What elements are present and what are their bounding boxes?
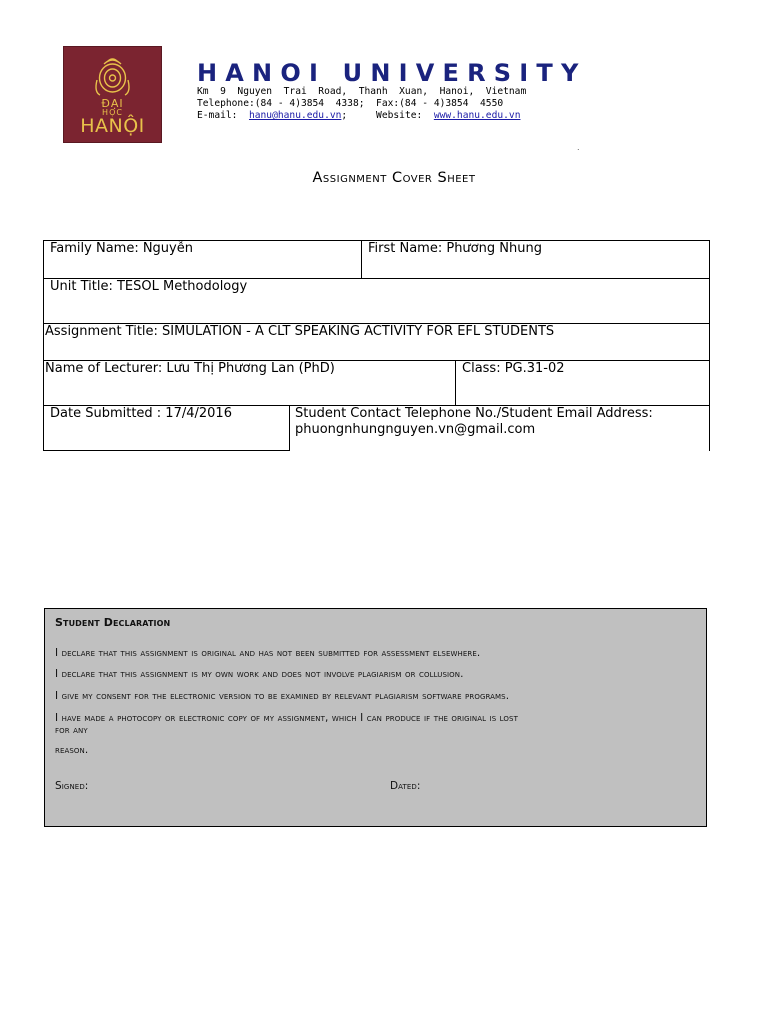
logo-text-hanoi: HANỘI [80, 115, 145, 137]
contact-line [197, 110, 520, 121]
contact-email: phuongnhungnguyen.vn@gmail.com [295, 422, 536, 437]
website-label: ; Website: [341, 110, 434, 121]
declaration-line-copy: I have made a photocopy or electronic copy of my assignment, which I can produce if the original is lost [55, 712, 518, 724]
unit-title-text: Unit Title: TESOL Methodology [50, 279, 248, 294]
contact-label: Student Contact Telephone No./Student Email Address: [295, 406, 653, 421]
declaration-heading: Student Declaration [55, 616, 171, 629]
dated-label: Dated: [390, 780, 421, 792]
class-text: Class: PG.31-02 [462, 361, 565, 376]
logo-text-dai: ĐẠI [101, 97, 124, 110]
address-line: Km 9 Nguyen Trai Road, Thanh Xuan, Hanoi, Vietnam [197, 86, 527, 97]
declaration-line-copy-cont: for any [55, 724, 88, 736]
stray-dot: . [577, 143, 580, 152]
first-name-text: First Name: Phương Nhung [368, 241, 542, 256]
email-label: E-mail: [197, 110, 249, 121]
family-name-text: Family Name: Nguyễn [50, 241, 193, 256]
date-submitted-cell [43, 405, 290, 451]
declaration-line-reason: reason. [55, 744, 89, 756]
assignment-title-cell [43, 323, 710, 361]
email-link[interactable]: hanu@hanu.edu.vn [248, 110, 342, 121]
lecturer-text: Name of Lecturer: Lưu Thị Phương Lan (PhD) [45, 361, 335, 376]
university-logo [63, 46, 162, 143]
unit-title-cell [43, 278, 710, 324]
university-name: HANOI UNIVERSITY [197, 59, 587, 87]
assignment-title-text: Assignment Title: SIMULATION - A CLT SPEAKING ACTIVITY FOR EFL STUDENTS [45, 324, 555, 339]
signed-label: Signed: [55, 780, 89, 792]
date-submitted-text: Date Submitted : 17/4/2016 [50, 406, 232, 421]
first-name-cell [361, 240, 710, 279]
page-title: Assignment Cover Sheet [312, 170, 476, 186]
class-cell [455, 360, 710, 406]
telephone-line: Telephone:(84 - 4)3854 4338; Fax:(84 - 4)3854 4550 [197, 98, 504, 109]
contact-cell [289, 405, 710, 451]
lecturer-cell [43, 360, 456, 406]
declaration-line-own-work: I declare that this assignment is my own work and does not involve plagiarism or collusion. [55, 668, 464, 680]
student-declaration-box [44, 608, 707, 827]
declaration-line-consent: I give my consent for the electronic version to be examined by relevant plagiarism software programs. [55, 690, 510, 702]
website-link[interactable]: www.hanu.edu.vn [433, 110, 521, 121]
family-name-cell [43, 240, 362, 279]
logo-text-hoc: HỌC [102, 108, 123, 117]
declaration-line-original: I declare that this assignment is original and has not been submitted for assessment elsewhere. [55, 647, 481, 659]
